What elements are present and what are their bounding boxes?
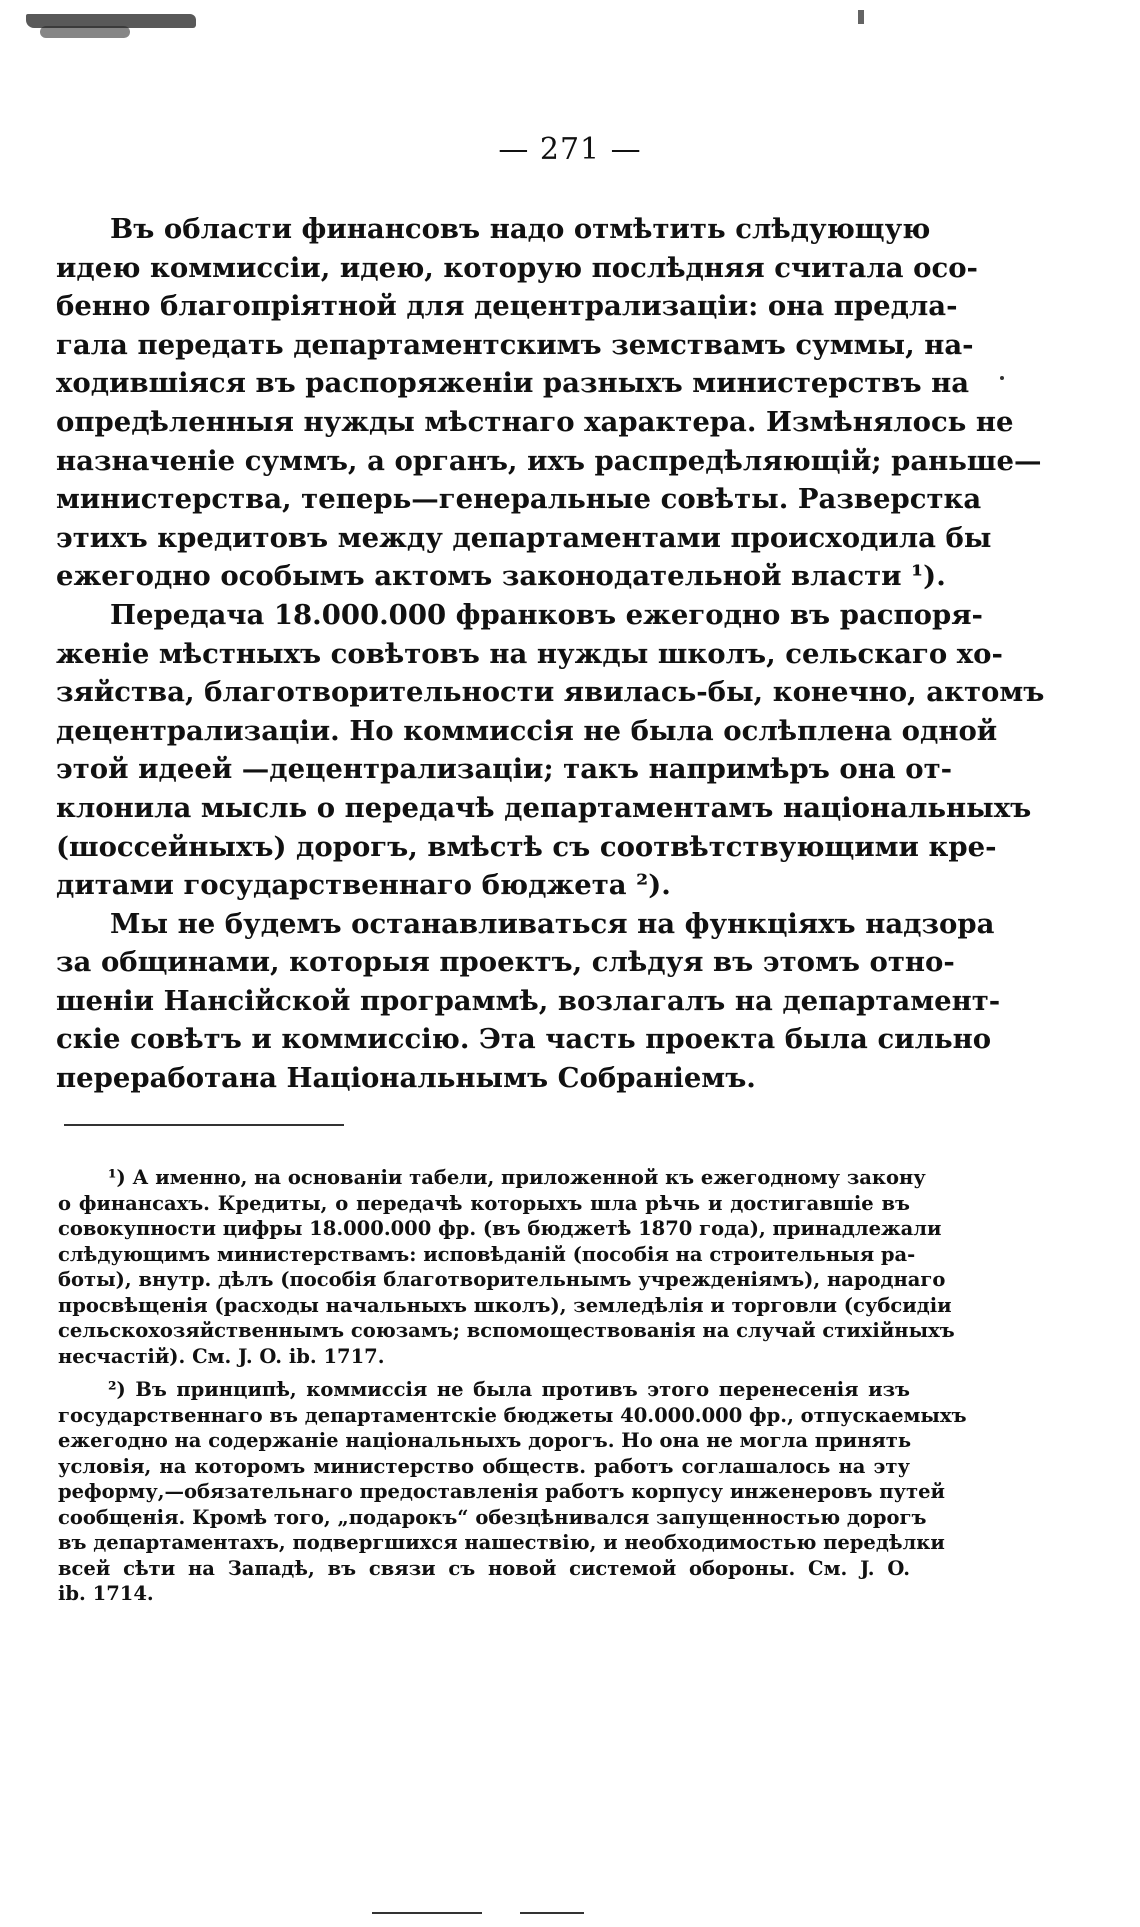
text-line: этой идеей —децентрализаціи; такъ напримѣръ она от- (56, 753, 953, 786)
footnote-line: ²) Въ принципѣ, коммиссія не была противъ этого перенесенія изъ (108, 1378, 910, 1401)
page-number: — 271 — (498, 132, 642, 167)
footnote-2 (58, 1377, 967, 1607)
stray-dot-margin (1000, 376, 1004, 380)
footnote-line: условія, на которомъ министерство обществ. работъ соглашалось на эту (58, 1454, 910, 1478)
scan-smudge-top-right (858, 10, 864, 24)
footnote-line: слѣдующимъ министерствамъ: исповѣданій (пособія на строительныя ра- (58, 1242, 916, 1266)
footnote-line: всей сѣти на Западѣ, въ связи съ новой системой обороны. См. J. O. (58, 1556, 910, 1580)
footnote-line: государственнаго въ департаментскіе бюджеты 40.000.000 фр., отпускаемыхъ (58, 1403, 967, 1427)
text-line: (шоссейныхъ) дорогъ, вмѣстѣ съ соотвѣтствующими кре- (56, 830, 997, 863)
text-line: назначеніе суммъ, а органъ, ихъ распредѣляющій; раньше— (56, 444, 1042, 477)
text-line: клонила мысль о передачѣ департаментамъ національныхъ (56, 791, 1032, 824)
footnote-line: боты), внутр. дѣлъ (пособія благотворительнымъ учрежденіямъ), народнаго (58, 1268, 946, 1291)
text-line: женіе мѣстныхъ совѣтовъ на нужды школъ, сельскаго хо- (56, 637, 1003, 670)
footnote-line: ежегодно на содержаніе національныхъ дорогъ. Но она не могла принять (58, 1429, 912, 1452)
text-line: Передача 18.000.000 франковъ ежегодно въ распоря- (110, 598, 983, 631)
footnote-line: сельскохозяйственнымъ союзамъ; вспомоществованія на случай стихійныхъ (58, 1319, 955, 1342)
text-line: переработана Національнымъ Собраніемъ. (56, 1062, 756, 1095)
paragraph-3 (56, 905, 1001, 1098)
footnote-line: просвѣщенія (расходы начальныхъ школъ), земледѣлія и торговли (субсидіи (58, 1293, 952, 1317)
text-line: дитами государственнаго бюджета ²). (56, 869, 671, 902)
text-line: децентрализаціи. Но коммиссія не была ослѣплена одной (56, 714, 998, 747)
footnotes (58, 1165, 967, 1607)
paragraph-1 (56, 210, 1042, 596)
text-line: бенно благопріятной для децентрализаціи: она предла- (56, 290, 958, 323)
footnote-divider (64, 1124, 344, 1126)
footnote-1 (58, 1165, 955, 1369)
text-line: идею коммиссіи, идею, которую послѣдняя считала осо- (56, 251, 978, 284)
text-line: министерства, теперь—генеральные совѣты. Разверстка (56, 483, 982, 516)
text-line: гала передать департаментскимъ земствамъ суммы, на- (56, 328, 974, 361)
text-line: за общинами, которыя проектъ, слѣдуя въ этомъ отно- (56, 946, 955, 979)
text-line: скіе совѣтъ и коммиссію. Эта часть проекта была сильно (56, 1023, 992, 1056)
text-line: шеніи Нансійской программѣ, возлагалъ на департамент- (56, 984, 1001, 1017)
footnote-line: въ департаментахъ, подвергшихся нашествію, и необходимостью передѣлки (58, 1531, 945, 1554)
text-line: этихъ кредитовъ между департаментами происходила бы (56, 521, 992, 554)
main-text (56, 210, 1045, 1098)
footnote-line: реформу,—обязательнаго предоставленія работъ корпусу инженеровъ путей (58, 1480, 945, 1503)
text-line: зяйства, благотворительности явилась-бы, конечно, актомъ (56, 676, 1045, 709)
text-line: ходившіяся въ распоряженіи разныхъ министерствъ на (56, 367, 970, 400)
text-line: опредѣленныя нужды мѣстнаго характера. Измѣнялось не (56, 405, 1014, 438)
footnote-line: несчастій). См. J. O. ib. 1717. (58, 1344, 385, 1368)
bottom-rule-right (520, 1912, 584, 1914)
footnote-line: ib. 1714. (58, 1582, 154, 1605)
text-line: Въ области финансовъ надо отмѣтить слѣдующую (110, 213, 931, 245)
footnote-line: сообщенія. Кромѣ того, „подарокъ“ обезцѣнивался запущенностью дорогъ (58, 1505, 927, 1529)
bottom-rule-left (372, 1912, 482, 1914)
footnote-line: ¹) А именно, на основаніи табели, приложенной къ ежегодному закону (108, 1166, 926, 1189)
paragraph-2 (56, 596, 1045, 905)
footnote-line: совокупности цифры 18.000.000 фр. (въ бюджетѣ 1870 года), принадлежали (58, 1217, 942, 1240)
text-line: ежегодно особымъ актомъ законодательной власти ¹). (56, 560, 946, 593)
scan-smudge-top-left-2 (40, 26, 130, 38)
footnote-line: о финансахъ. Кредиты, о передачѣ которыхъ шла рѣчь и достигавшіе въ (58, 1191, 910, 1215)
text-line: Мы не будемъ останавливаться на функціяхъ надзора (110, 907, 995, 940)
footnote-gap (58, 1369, 910, 1377)
